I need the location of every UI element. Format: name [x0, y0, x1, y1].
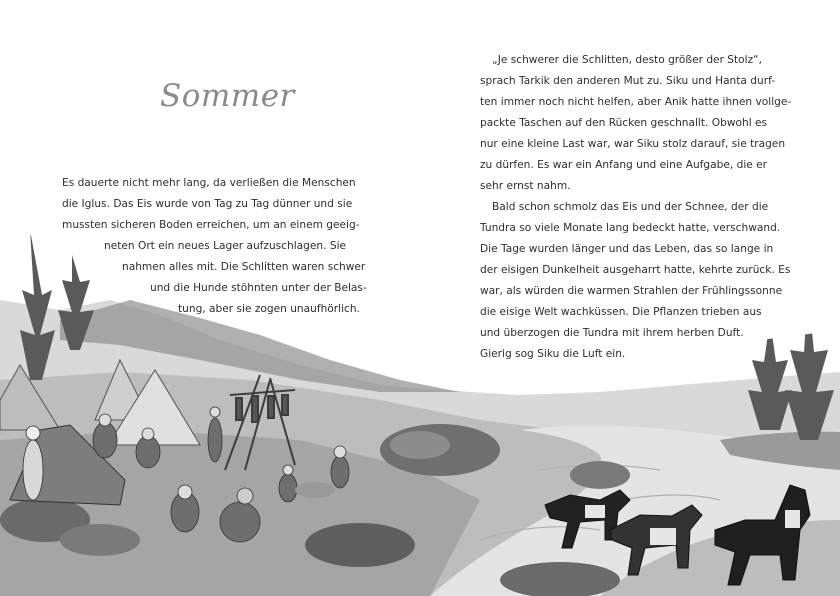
text-line: sprach Tarkik den anderen Mut zu. Siku und Hanta durf-	[480, 75, 776, 87]
text-line: Bald schon schmolz das Eis und der Schnee, der die	[492, 201, 769, 213]
text-line: und überzogen die Tundra mit ihrem herben Duft.	[480, 327, 744, 339]
dog	[295, 482, 335, 498]
right-page-text	[480, 50, 820, 365]
text-line: Tundra so viele Monate lang bedeckt hatte, verschwand.	[480, 222, 781, 234]
text-line: nahmen alles mit. Die Schlitten waren schwer	[122, 261, 366, 273]
text-line: ten immer noch nicht helfen, aber Anik hatte ihnen vollge-	[480, 96, 792, 108]
text-line: tung, aber sie zogen unaufhörlich.	[178, 303, 360, 315]
text-line: die eisige Welt wachküssen. Die Pflanzen trieben aus	[480, 306, 762, 318]
text-line: zu dürfen. Es war ein Anfang und eine Aufgabe, die er	[480, 159, 768, 171]
text-line: war, als würden die warmen Strahlen der Frühlingssonne	[480, 285, 783, 297]
chapter-title: Sommer	[160, 78, 295, 114]
text-line: neten Ort ein neues Lager aufzuschlagen. Sie	[104, 240, 347, 252]
text-line: packte Taschen auf den Rücken geschnallt. Obwohl es	[480, 117, 768, 129]
text-line: die Iglus. Das Eis wurde von Tag zu Tag dünner und sie	[62, 198, 353, 210]
text-line: „Je schwerer die Schlitten, desto größer der Stolz“,	[492, 54, 763, 66]
text-line: Es dauerte nicht mehr lang, da verließen die Menschen	[62, 177, 356, 189]
left-page-text	[0, 173, 420, 320]
text-line: sehr ernst nahm.	[480, 180, 571, 192]
text-line: und die Hunde stöhnten unter der Belas-	[150, 282, 367, 294]
text-line: Die Tage wurden länger und das Leben, das so lange in	[480, 243, 774, 255]
text-line: mussten sicheren Boden erreichen, um an einem geeig-	[62, 219, 360, 231]
text-line: der eisigen Dunkelheit ausgeharrt hatte, kehrte zurück. Es	[480, 264, 791, 276]
text-line: nur eine kleine Last war, war Siku stolz darauf, sie tragen	[480, 138, 786, 150]
text-line: Gierig sog Siku die Luft ein.	[480, 348, 626, 360]
